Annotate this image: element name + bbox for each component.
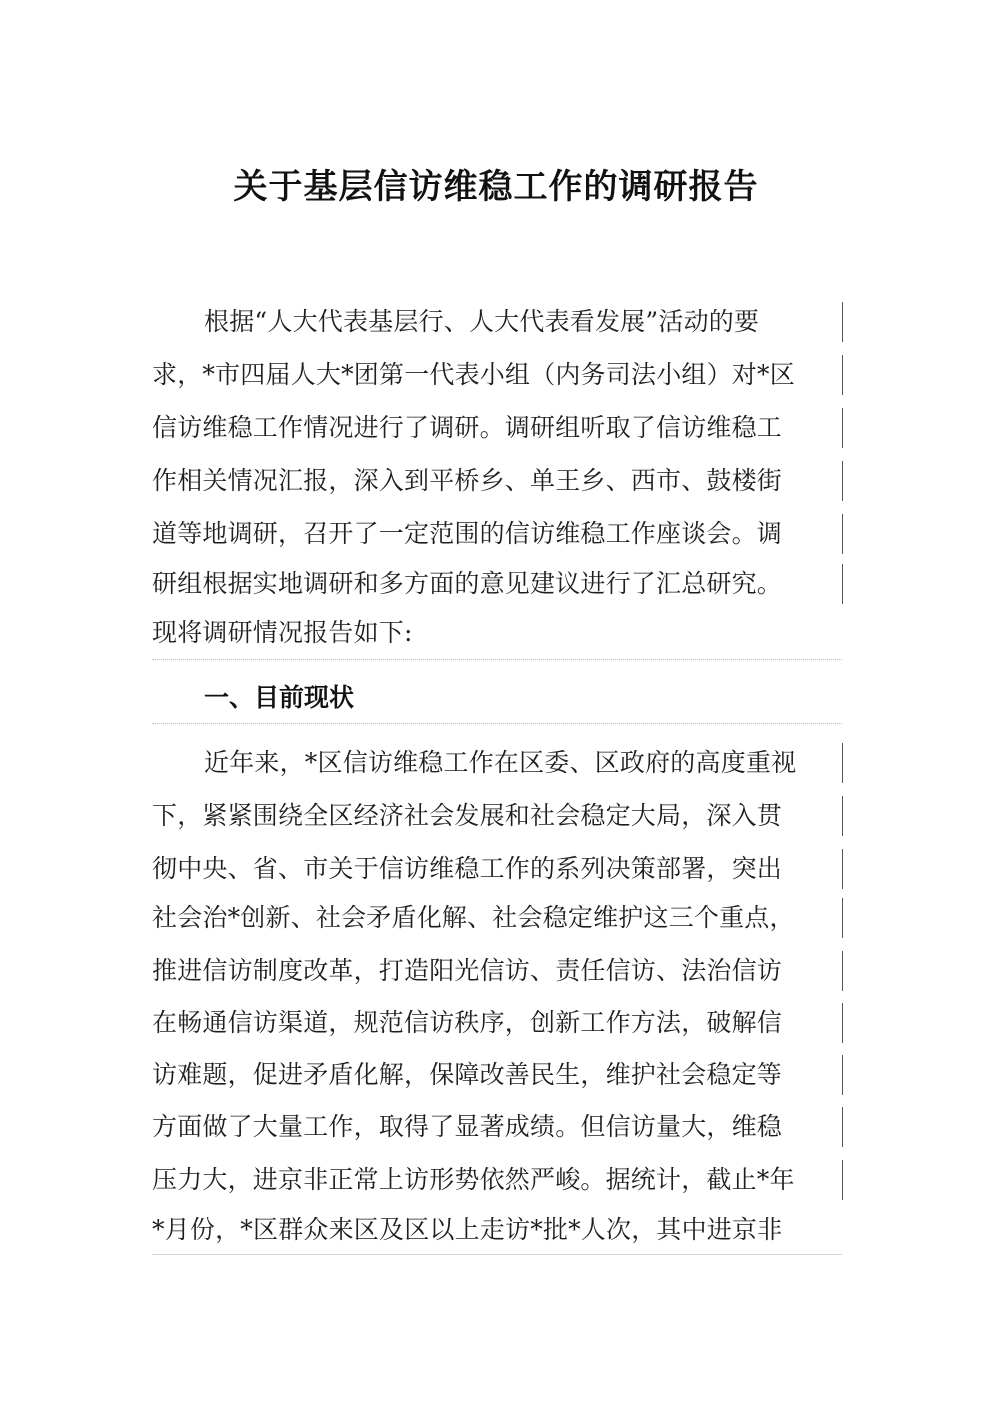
dotted-divider (152, 659, 842, 660)
paragraph-line: 道等地调研，召开了一定范围的信访维稳工作座谈会。调 (152, 514, 843, 554)
paragraph-line: 信访维稳工作情况进行了调研。调研组听取了信访维稳工 (152, 408, 843, 448)
paragraph-line: 作相关情况汇报，深入到平桥乡、单王乡、西市、鼓楼街 (152, 461, 843, 501)
paragraph-line: 现将调研情况报告如下: (152, 618, 413, 647)
section-heading: 一、目前现状 (204, 683, 355, 712)
paragraph-line: 在畅通信访渠道，规范信访秩序，创新工作方法，破解信 (152, 1003, 843, 1043)
paragraph-line: 近年来，*区信访维稳工作在区委、区政府的高度重视 (204, 743, 843, 783)
paragraph-line: 压力大，进京非正常上访形势依然严峻。据统计，截止*年 (152, 1160, 843, 1200)
paragraph-line: 方面做了大量工作，取得了显著成绩。但信访量大，维稳 (152, 1107, 843, 1147)
paragraph-line: 访难题，促进矛盾化解，保障改善民生，维护社会稳定等 (152, 1055, 843, 1095)
page-bottom-rule (152, 1254, 842, 1255)
paragraph-line: 求，*市四届人大*团第一代表小组（内务司法小组）对*区 (152, 355, 843, 395)
paragraph-line: 推进信访制度改革，打造阳光信访、责任信访、法治信访 (152, 951, 843, 991)
paragraph-line: 社会治*创新、社会矛盾化解、社会稳定维护这三个重点， (152, 898, 843, 938)
dotted-divider (152, 723, 842, 724)
paragraph-line: 研组根据实地调研和多方面的意见建议进行了汇总研究。 (152, 564, 843, 604)
paragraph-line: 根据“人大代表基层行、人大代表看发展”活动的要 (204, 302, 843, 342)
paragraph-line: 下，紧紧围绕全区经济社会发展和社会稳定大局，深入贯 (152, 796, 843, 836)
document-title: 关于基层信访维稳工作的调研报告 (233, 167, 759, 207)
paragraph-line: *月份，*区群众来区及区以上走访*批*人次，其中进京非 (152, 1215, 783, 1244)
paragraph-line: 彻中央、省、市关于信访维稳工作的系列决策部署，突出 (152, 849, 843, 889)
